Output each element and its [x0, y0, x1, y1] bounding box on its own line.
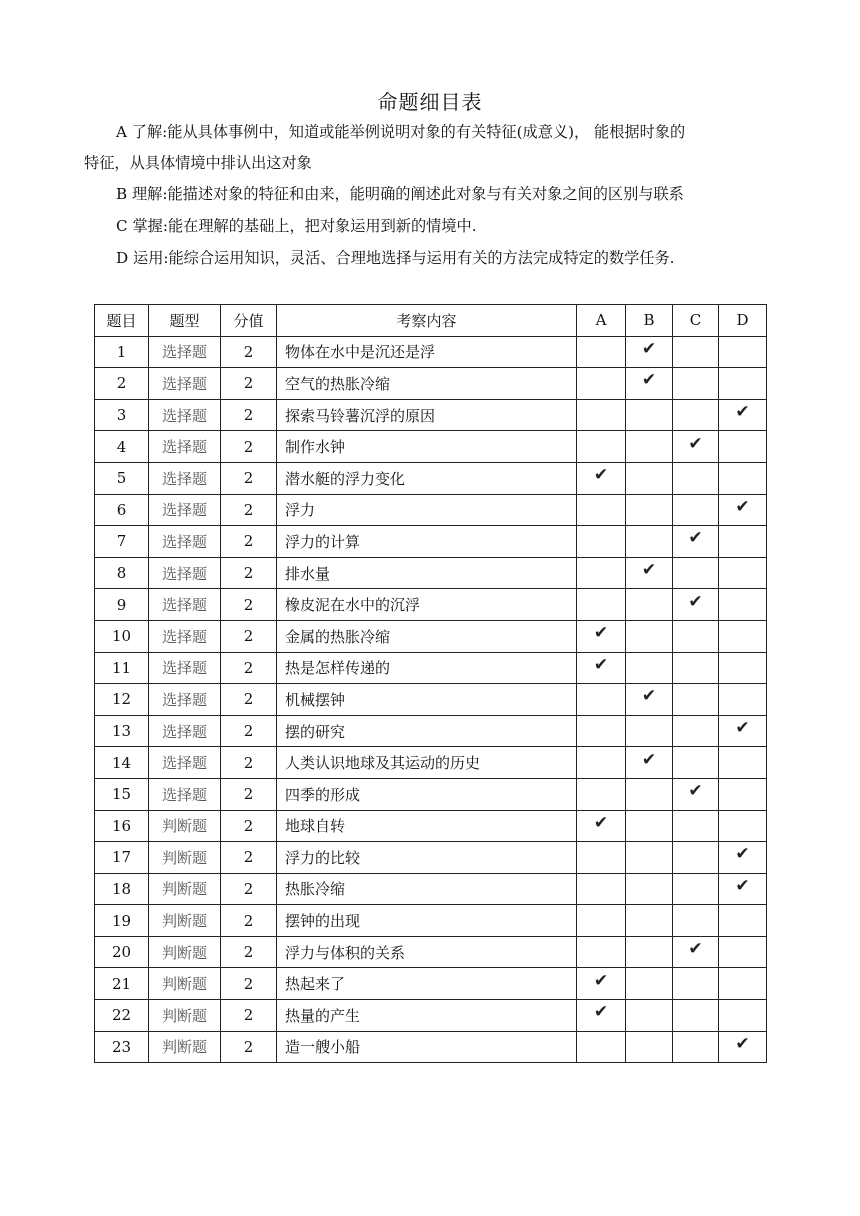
row-number: 1	[95, 336, 149, 368]
row-content: 地球自转	[277, 810, 577, 842]
row-level-b	[626, 873, 673, 905]
row-level-c	[673, 620, 719, 652]
row-content: 四季的形成	[277, 778, 577, 810]
row-number: 7	[95, 526, 149, 558]
row-score: 2	[221, 620, 277, 652]
header-b: B	[626, 305, 673, 337]
row-level-c	[673, 399, 719, 431]
row-level-a	[577, 494, 626, 526]
row-number: 11	[95, 652, 149, 684]
row-level-c	[673, 336, 719, 368]
row-content: 浮力的计算	[277, 526, 577, 558]
row-level-b	[626, 936, 673, 968]
row-number: 2	[95, 368, 149, 400]
row-score: 2	[221, 747, 277, 779]
row-score: 2	[221, 968, 277, 1000]
row-level-b	[626, 810, 673, 842]
check-mark-icon: ✔	[688, 781, 703, 802]
check-mark-icon: ✔	[688, 939, 703, 960]
row-score: 2	[221, 684, 277, 716]
row-question-type: 选择题	[149, 589, 221, 621]
row-score: 2	[221, 842, 277, 874]
row-level-a	[577, 557, 626, 589]
row-level-b	[626, 1000, 673, 1032]
header-content: 考察内容	[277, 305, 577, 337]
table-body	[95, 336, 767, 1063]
row-question-type: 选择题	[149, 557, 221, 589]
row-content: 探索马铃薯沉浮的原因	[277, 399, 577, 431]
row-level-d	[719, 652, 767, 684]
row-question-type: 选择题	[149, 652, 221, 684]
row-level-c	[673, 1000, 719, 1032]
header-score: 分值	[221, 305, 277, 337]
table-row	[95, 842, 767, 874]
row-level-d	[719, 431, 767, 463]
table-row	[95, 620, 767, 652]
row-number: 9	[95, 589, 149, 621]
row-level-d	[719, 494, 767, 526]
row-number: 22	[95, 1000, 149, 1032]
row-level-d	[719, 589, 767, 621]
check-mark-icon: ✔	[593, 465, 609, 486]
row-level-d	[719, 336, 767, 368]
row-content: 造一艘小船	[277, 1031, 577, 1063]
row-number: 10	[95, 620, 149, 652]
check-mark-icon: ✔	[593, 1002, 609, 1023]
header-c: C	[673, 305, 719, 337]
table-row	[95, 778, 767, 810]
row-number: 20	[95, 936, 149, 968]
row-level-d	[719, 462, 767, 494]
row-level-a	[577, 620, 626, 652]
check-mark-icon: ✔	[735, 875, 750, 896]
row-level-c	[673, 368, 719, 400]
row-level-b	[626, 747, 673, 779]
check-mark-icon: ✔	[641, 370, 657, 391]
row-level-b	[626, 431, 673, 463]
row-level-d	[719, 905, 767, 937]
row-level-d	[719, 399, 767, 431]
table-row	[95, 873, 767, 905]
row-number: 16	[95, 810, 149, 842]
check-mark-icon: ✔	[641, 686, 657, 707]
row-score: 2	[221, 873, 277, 905]
row-question-type: 选择题	[149, 399, 221, 431]
row-level-b	[626, 399, 673, 431]
table-row	[95, 526, 767, 558]
row-content: 浮力	[277, 494, 577, 526]
table-row	[95, 684, 767, 716]
row-score: 2	[221, 526, 277, 558]
row-level-c	[673, 842, 719, 874]
row-level-c	[673, 462, 719, 494]
row-question-type: 选择题	[149, 526, 221, 558]
row-content: 摆钟的出现	[277, 905, 577, 937]
row-number: 3	[95, 399, 149, 431]
row-content: 热是怎样传递的	[277, 652, 577, 684]
row-content: 摆的研究	[277, 715, 577, 747]
row-level-a	[577, 873, 626, 905]
row-question-type: 判断题	[149, 842, 221, 874]
row-question-type: 判断题	[149, 873, 221, 905]
check-mark-icon: ✔	[735, 718, 750, 739]
row-level-a	[577, 336, 626, 368]
row-level-a	[577, 462, 626, 494]
row-question-type: 判断题	[149, 1031, 221, 1063]
row-level-a	[577, 684, 626, 716]
row-score: 2	[221, 778, 277, 810]
check-mark-icon: ✔	[641, 749, 657, 770]
row-number: 13	[95, 715, 149, 747]
row-level-a	[577, 968, 626, 1000]
table-row	[95, 968, 767, 1000]
row-level-c	[673, 747, 719, 779]
definition-c	[84, 211, 784, 242]
check-mark-icon: ✔	[593, 812, 609, 833]
row-level-d	[719, 715, 767, 747]
row-score: 2	[221, 1000, 277, 1032]
row-score: 2	[221, 494, 277, 526]
row-number: 21	[95, 968, 149, 1000]
row-level-d	[719, 368, 767, 400]
row-level-d	[719, 620, 767, 652]
table-row	[95, 905, 767, 937]
row-question-type: 选择题	[149, 620, 221, 652]
row-level-c	[673, 936, 719, 968]
check-mark-icon: ✔	[735, 1033, 750, 1054]
row-level-b	[626, 589, 673, 621]
row-score: 2	[221, 936, 277, 968]
row-level-a	[577, 399, 626, 431]
row-level-a	[577, 368, 626, 400]
table-row	[95, 368, 767, 400]
row-level-c	[673, 526, 719, 558]
row-level-b	[626, 462, 673, 494]
row-content: 潜水艇的浮力变化	[277, 462, 577, 494]
row-level-b	[626, 715, 673, 747]
row-level-d	[719, 557, 767, 589]
row-number: 23	[95, 1031, 149, 1063]
row-level-c	[673, 557, 719, 589]
row-level-a	[577, 526, 626, 558]
row-level-b	[626, 1031, 673, 1063]
row-content: 人类认识地球及其运动的历史	[277, 747, 577, 779]
header-no: 题目	[95, 305, 149, 337]
definition-d-text: D 运用:能综合运用知识，灵活、合理地选择与运用有关的方法完成特定的数学任务.	[116, 249, 675, 267]
check-mark-icon: ✔	[735, 402, 750, 423]
definition-d	[84, 243, 784, 274]
row-level-c	[673, 873, 719, 905]
row-level-d	[719, 1000, 767, 1032]
definition-a-line1: A 了解:能从具体事例中，知道或能举例说明对象的有关特征(成意义)， 能根据时象的	[116, 123, 686, 141]
row-level-b	[626, 336, 673, 368]
row-score: 2	[221, 557, 277, 589]
row-question-type: 判断题	[149, 1000, 221, 1032]
row-level-d	[719, 810, 767, 842]
row-number: 6	[95, 494, 149, 526]
row-level-a	[577, 936, 626, 968]
row-number: 4	[95, 431, 149, 463]
table-row	[95, 810, 767, 842]
row-number: 17	[95, 842, 149, 874]
row-number: 14	[95, 747, 149, 779]
row-level-c	[673, 494, 719, 526]
row-number: 18	[95, 873, 149, 905]
row-level-c	[673, 1031, 719, 1063]
row-score: 2	[221, 336, 277, 368]
row-score: 2	[221, 1031, 277, 1063]
row-question-type: 选择题	[149, 336, 221, 368]
row-level-c	[673, 431, 719, 463]
header-type: 题型	[149, 305, 221, 337]
check-mark-icon: ✔	[593, 623, 609, 644]
check-mark-icon: ✔	[688, 528, 703, 549]
table-row	[95, 336, 767, 368]
row-level-d	[719, 1031, 767, 1063]
row-level-c	[673, 684, 719, 716]
row-level-b	[626, 620, 673, 652]
row-level-c	[673, 968, 719, 1000]
row-score: 2	[221, 652, 277, 684]
check-mark-icon: ✔	[688, 591, 703, 612]
table-row	[95, 557, 767, 589]
row-level-c	[673, 778, 719, 810]
row-level-b	[626, 494, 673, 526]
row-level-d	[719, 526, 767, 558]
row-score: 2	[221, 399, 277, 431]
row-content: 浮力的比较	[277, 842, 577, 874]
row-level-b	[626, 526, 673, 558]
row-level-b	[626, 684, 673, 716]
table-row	[95, 1000, 767, 1032]
row-score: 2	[221, 368, 277, 400]
row-score: 2	[221, 715, 277, 747]
row-level-a	[577, 842, 626, 874]
row-level-a	[577, 747, 626, 779]
row-number: 8	[95, 557, 149, 589]
table-row	[95, 431, 767, 463]
check-mark-icon: ✔	[735, 844, 750, 865]
row-level-c	[673, 715, 719, 747]
row-score: 2	[221, 431, 277, 463]
page-title: 命题细目表	[377, 90, 483, 114]
row-question-type: 选择题	[149, 494, 221, 526]
row-content: 排水量	[277, 557, 577, 589]
table-row	[95, 462, 767, 494]
row-level-d	[719, 873, 767, 905]
row-level-b	[626, 905, 673, 937]
row-level-a	[577, 589, 626, 621]
row-question-type: 选择题	[149, 462, 221, 494]
row-level-a	[577, 1031, 626, 1063]
row-content: 金属的热胀冷缩	[277, 620, 577, 652]
row-question-type: 判断题	[149, 936, 221, 968]
row-level-b	[626, 368, 673, 400]
header-a: A	[577, 305, 626, 337]
check-mark-icon: ✔	[735, 496, 750, 517]
table-row	[95, 589, 767, 621]
row-level-c	[673, 810, 719, 842]
row-level-d	[719, 747, 767, 779]
table-row	[95, 399, 767, 431]
check-mark-icon: ✔	[593, 970, 609, 991]
table-row	[95, 715, 767, 747]
row-content: 橡皮泥在水中的沉浮	[277, 589, 577, 621]
row-score: 2	[221, 589, 277, 621]
table-row	[95, 747, 767, 779]
row-level-a	[577, 715, 626, 747]
row-question-type: 选择题	[149, 747, 221, 779]
row-question-type: 选择题	[149, 715, 221, 747]
header-d: D	[719, 305, 767, 337]
row-level-a	[577, 778, 626, 810]
row-level-d	[719, 778, 767, 810]
definition-c-text: C 掌握:能在理解的基础上，把对象运用到新的情境中.	[116, 217, 477, 235]
row-content: 热起来了	[277, 968, 577, 1000]
row-level-a	[577, 905, 626, 937]
row-score: 2	[221, 810, 277, 842]
row-question-type: 选择题	[149, 368, 221, 400]
row-question-type: 判断题	[149, 810, 221, 842]
row-score: 2	[221, 905, 277, 937]
row-level-a	[577, 652, 626, 684]
definition-b	[84, 179, 784, 210]
row-content: 制作水钟	[277, 431, 577, 463]
row-level-b	[626, 557, 673, 589]
row-level-d	[719, 684, 767, 716]
row-question-type: 选择题	[149, 684, 221, 716]
specification-table	[94, 304, 767, 1063]
row-question-type: 选择题	[149, 431, 221, 463]
table-row	[95, 1031, 767, 1063]
row-level-d	[719, 968, 767, 1000]
row-number: 15	[95, 778, 149, 810]
row-question-type: 判断题	[149, 968, 221, 1000]
row-number: 12	[95, 684, 149, 716]
table-row	[95, 652, 767, 684]
row-level-d	[719, 936, 767, 968]
row-question-type: 判断题	[149, 905, 221, 937]
table-row	[95, 936, 767, 968]
row-score: 2	[221, 462, 277, 494]
definition-a	[84, 117, 784, 179]
check-mark-icon: ✔	[641, 338, 657, 359]
row-level-d	[719, 842, 767, 874]
row-content: 热量的产生	[277, 1000, 577, 1032]
definition-a-line2: 特征，从具体情境中排认出这对象	[84, 154, 312, 172]
row-level-a	[577, 1000, 626, 1032]
definition-b-text: B 理解:能描述对象的特征和由来，能明确的阐述此对象与有关对象之间的区别与联系	[116, 185, 684, 203]
row-level-c	[673, 652, 719, 684]
check-mark-icon: ✔	[593, 654, 609, 675]
check-mark-icon: ✔	[641, 560, 657, 581]
row-level-b	[626, 778, 673, 810]
row-level-a	[577, 810, 626, 842]
row-number: 19	[95, 905, 149, 937]
table-header-row	[95, 305, 767, 337]
row-content: 浮力与体积的关系	[277, 936, 577, 968]
row-level-b	[626, 652, 673, 684]
row-content: 空气的热胀冷缩	[277, 368, 577, 400]
row-content: 物体在水中是沉还是浮	[277, 336, 577, 368]
row-content: 机械摆钟	[277, 684, 577, 716]
row-level-b	[626, 968, 673, 1000]
table-row	[95, 494, 767, 526]
row-level-c	[673, 589, 719, 621]
row-level-a	[577, 431, 626, 463]
row-level-b	[626, 842, 673, 874]
check-mark-icon: ✔	[688, 433, 703, 454]
row-question-type: 选择题	[149, 778, 221, 810]
row-number: 5	[95, 462, 149, 494]
row-content: 热胀冷缩	[277, 873, 577, 905]
row-level-c	[673, 905, 719, 937]
